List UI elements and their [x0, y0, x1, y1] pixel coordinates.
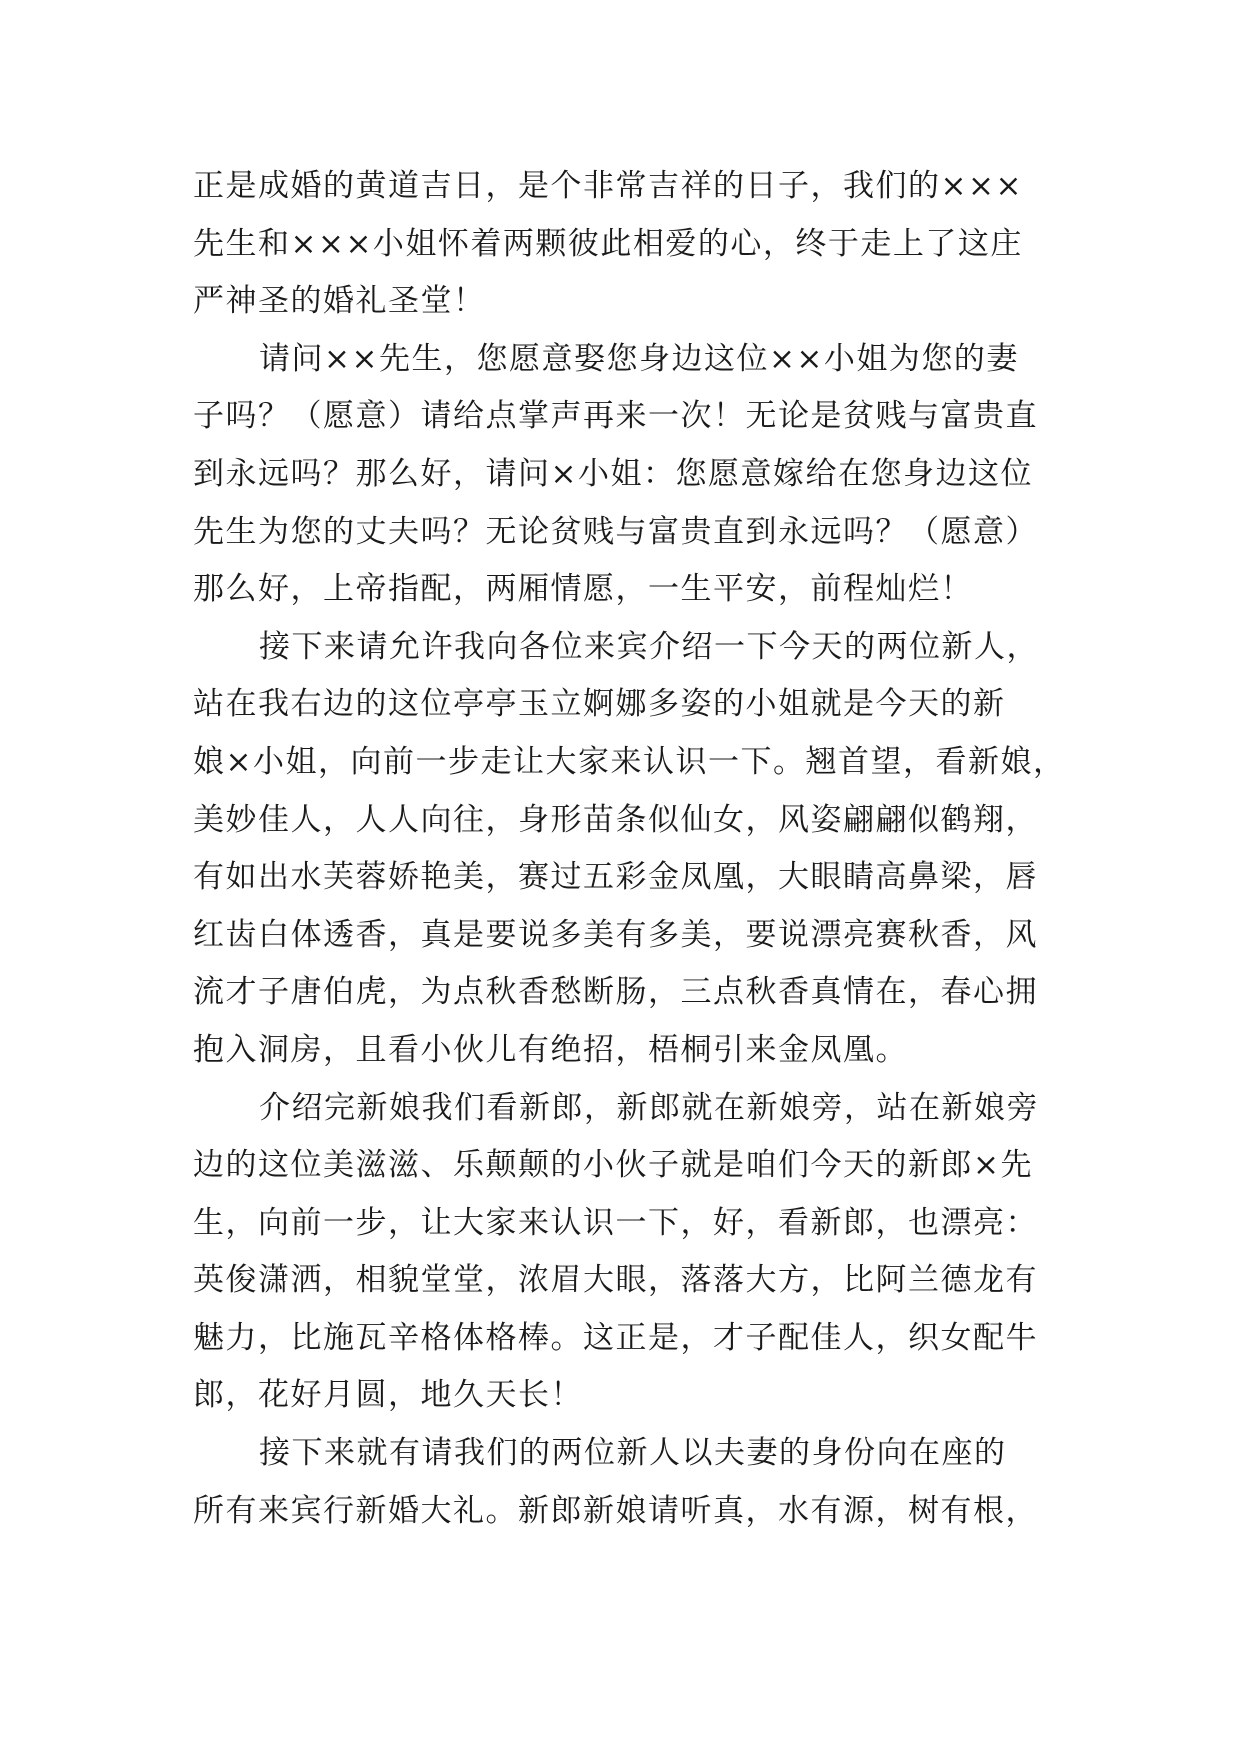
text-line: 正是成婚的黄道吉日，是个非常吉祥的日子，我们的××× — [193, 168, 1023, 204]
text-line: 红齿白体透香，真是要说多美有多美，要说漂亮赛秋香，风 — [193, 916, 1038, 953]
text-line: 有如出水芙蓉娇艳美，赛过五彩金凤凰，大眼睛高鼻梁，唇 — [193, 859, 1038, 896]
text-line: 接下来请允许我向各位来宾介绍一下今天的两位新人， — [259, 628, 1039, 665]
text-line: 子吗？（愿意）请给点掌声再来一次！无论是贫贱与富贵直 — [193, 398, 1038, 435]
text-line: 郎，花好月圆，地久天长！ — [193, 1377, 583, 1414]
text-line: 先生和×××小姐怀着两颗彼此相爱的心，终于走上了这庄 — [193, 225, 1023, 262]
text-line: 请问××先生，您愿意娶您身边这位××小姐为您的妻 — [259, 340, 1019, 377]
text-line: 英俊潇洒，相貌堂堂，浓眉大眼，落落大方，比阿兰德龙有 — [193, 1262, 1038, 1299]
text-line: 魅力，比施瓦辛格体格棒。这正是，才子配佳人，织女配牛 — [193, 1319, 1038, 1356]
text-line: 边的这位美滋滋、乐颠颠的小伙子就是咱们今天的新郎×先 — [193, 1147, 1033, 1184]
text-line: 介绍完新娘我们看新郎，新郎就在新娘旁，站在新娘旁 — [259, 1089, 1039, 1126]
text-line: 抱入洞房，且看小伙儿有绝招，梧桐引来金凤凰。 — [193, 1031, 908, 1068]
text-line: 娘×小姐，向前一步走让大家来认识一下。翘首望，看新娘， — [193, 743, 1066, 780]
text-line: 站在我右边的这位亭亭玉立婀娜多姿的小姐就是今天的新 — [193, 686, 1006, 723]
text-line: 美妙佳人，人人向往，身形苗条似仙女，风姿翩翩似鹤翔， — [193, 801, 1038, 838]
text-line: 那么好，上帝指配，两厢情愿，一生平安，前程灿烂！ — [193, 571, 973, 608]
text-line: 到永远吗？那么好，请问×小姐：您愿意嫁给在您身边这位 — [193, 455, 1033, 492]
text-line: 流才子唐伯虎，为点秋香愁断肠，三点秋香真情在，春心拥 — [193, 974, 1038, 1011]
text-line: 所有来宾行新婚大礼。新郎新娘请听真，水有源，树有根， — [193, 1492, 1038, 1529]
text-line: 先生为您的丈夫吗？无论贫贱与富贵直到永远吗？（愿意） — [193, 513, 1038, 550]
text-line: 生，向前一步，让大家来认识一下，好，看新郎，也漂亮： — [193, 1204, 1038, 1241]
text-line: 接下来就有请我们的两位新人以夫妻的身份向在座的 — [259, 1435, 1007, 1472]
document-body — [193, 158, 1073, 1540]
text-line: 严神圣的婚礼圣堂！ — [193, 283, 486, 320]
